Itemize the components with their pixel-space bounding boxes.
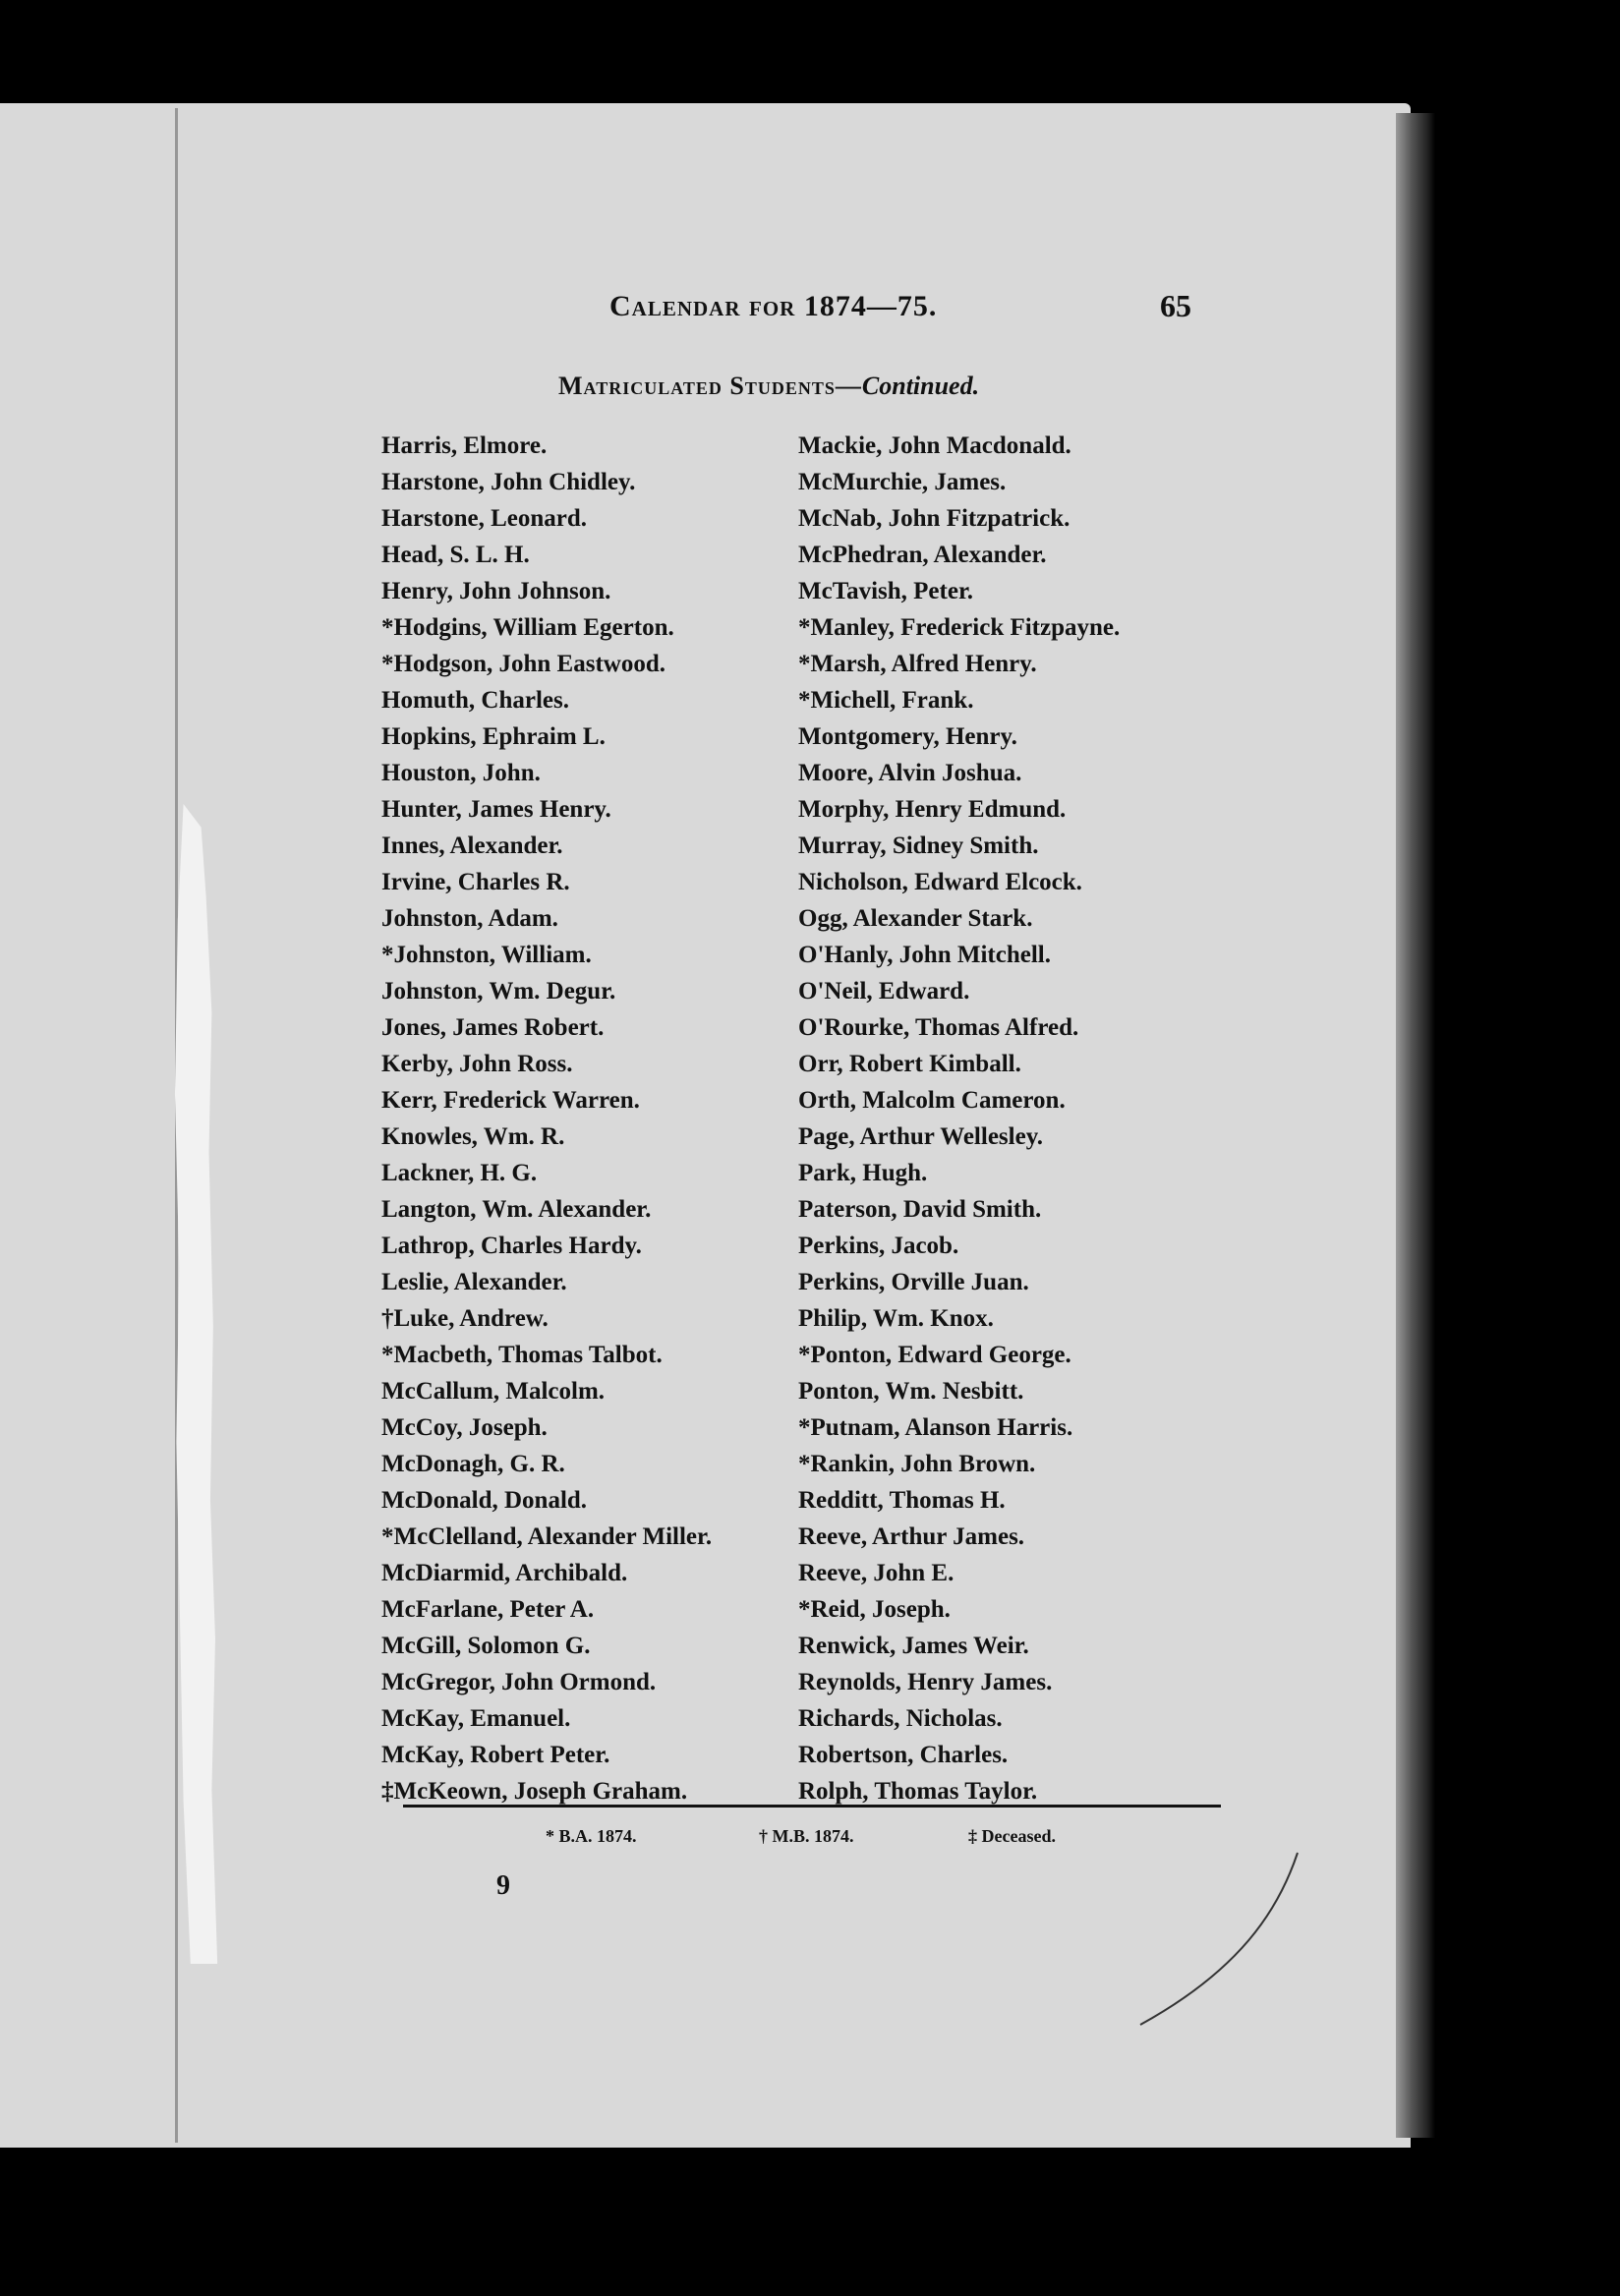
page-number: 65 <box>1160 288 1191 323</box>
student-name: *Reid, Joseph. <box>798 1596 951 1623</box>
student-name: Head, S. L. H. <box>381 542 530 568</box>
student-name: McDonagh, G. R. <box>381 1451 565 1477</box>
student-name: Redditt, Thomas H. <box>798 1487 1006 1514</box>
student-name: Nicholson, Edward Elcock. <box>798 869 1082 895</box>
student-name: Paterson, David Smith. <box>798 1196 1042 1223</box>
student-name: McGill, Solomon G. <box>381 1633 591 1659</box>
student-name: McCallum, Malcolm. <box>381 1378 606 1405</box>
student-name: *Hodgins, William Egerton. <box>381 614 674 641</box>
section-title-continued: Continued. <box>861 372 980 400</box>
student-name: Houston, John. <box>381 760 541 786</box>
student-name: Harstone, John Chidley. <box>381 469 636 495</box>
student-name: Rolph, Thomas Taylor. <box>798 1778 1038 1805</box>
student-name: Homuth, Charles. <box>381 687 569 714</box>
student-name: Kerby, John Ross. <box>381 1051 573 1077</box>
left-name-column <box>381 428 712 1809</box>
student-name: Leslie, Alexander. <box>381 1269 567 1295</box>
student-name: Morphy, Henry Edmund. <box>798 796 1067 823</box>
student-name: O'Hanly, John Mitchell. <box>798 942 1051 968</box>
student-name: *Macbeth, Thomas Talbot. <box>381 1342 663 1368</box>
student-name: *McClelland, Alexander Miller. <box>381 1523 713 1550</box>
student-name: Henry, John Johnson. <box>381 578 611 604</box>
student-name: *Manley, Frederick Fitzpayne. <box>798 614 1121 641</box>
signature-mark: 9 <box>496 1870 510 1901</box>
student-name: Page, Arthur Wellesley. <box>798 1123 1044 1150</box>
student-name: McKay, Emanuel. <box>381 1705 571 1732</box>
student-name: Mackie, John Macdonald. <box>798 432 1071 459</box>
student-name: McGregor, John Ormond. <box>381 1669 657 1695</box>
student-name: Lackner, H. G. <box>381 1160 538 1186</box>
student-name: *Marsh, Alfred Henry. <box>798 651 1037 677</box>
student-name: Langton, Wm. Alexander. <box>381 1196 652 1223</box>
student-name: Harstone, Leonard. <box>381 505 588 532</box>
right-name-column <box>798 428 1120 1809</box>
student-name: McDonald, Donald. <box>381 1487 588 1514</box>
student-name: Moore, Alvin Joshua. <box>798 760 1022 786</box>
student-name: Park, Hugh. <box>798 1160 928 1186</box>
student-name: McMurchie, James. <box>798 469 1007 495</box>
student-name: Innes, Alexander. <box>381 832 563 859</box>
student-name: O'Rourke, Thomas Alfred. <box>798 1014 1079 1041</box>
page-edge-shadow <box>1396 113 1435 2138</box>
student-name: Kerr, Frederick Warren. <box>381 1087 640 1114</box>
student-name: Ponton, Wm. Nesbitt. <box>798 1378 1024 1405</box>
student-name: *Johnston, William. <box>381 942 592 968</box>
student-name: Knowles, Wm. R. <box>381 1123 565 1150</box>
section-title-main: Matriculated Students— <box>558 372 862 400</box>
footnote-deceased: ‡ Deceased. <box>968 1826 1056 1846</box>
student-name: Reynolds, Henry James. <box>798 1669 1053 1695</box>
student-name: McTavish, Peter. <box>798 578 973 604</box>
student-name: †Luke, Andrew. <box>381 1305 549 1332</box>
student-name: Orth, Malcolm Cameron. <box>798 1087 1066 1114</box>
student-name: Irvine, Charles R. <box>381 869 570 895</box>
student-name: *Rankin, John Brown. <box>798 1451 1036 1477</box>
running-title: Calendar for 1874—75. <box>609 290 938 322</box>
footnote-ba: * B.A. 1874. <box>546 1826 637 1846</box>
student-name: Ogg, Alexander Stark. <box>798 905 1033 932</box>
student-name: McCoy, Joseph. <box>381 1414 548 1441</box>
student-name: McFarlane, Peter A. <box>381 1596 595 1623</box>
page-header <box>0 290 1620 329</box>
student-name: *Putnam, Alanson Harris. <box>798 1414 1073 1441</box>
student-name: Johnston, Wm. Degur. <box>381 978 616 1004</box>
section-title <box>558 372 979 401</box>
student-name: Reeve, Arthur James. <box>798 1523 1025 1550</box>
student-name: Lathrop, Charles Hardy. <box>381 1233 642 1259</box>
student-name: McPhedran, Alexander. <box>798 542 1047 568</box>
student-name: Renwick, James Weir. <box>798 1633 1029 1659</box>
student-name: Hunter, James Henry. <box>381 796 611 823</box>
student-name: Hopkins, Ephraim L. <box>381 723 606 750</box>
student-name: O'Neil, Edward. <box>798 978 970 1004</box>
pencil-stroke-mark <box>1130 1843 1307 2030</box>
student-name: *Michell, Frank. <box>798 687 974 714</box>
student-name: Perkins, Orville Juan. <box>798 1269 1029 1295</box>
student-name: Johnston, Adam. <box>381 905 558 932</box>
student-name: Philip, Wm. Knox. <box>798 1305 994 1332</box>
footnote-rule <box>403 1805 1221 1808</box>
student-name: Richards, Nicholas. <box>798 1705 1003 1732</box>
student-name: McDiarmid, Archibald. <box>381 1560 628 1586</box>
student-name: Jones, James Robert. <box>381 1014 605 1041</box>
student-name: Robertson, Charles. <box>798 1742 1009 1768</box>
student-name: Harris, Elmore. <box>381 432 548 459</box>
student-name: McNab, John Fitzpatrick. <box>798 505 1070 532</box>
student-name: *Ponton, Edward George. <box>798 1342 1071 1368</box>
footnote-mb: † M.B. 1874. <box>759 1826 854 1846</box>
student-name: ‡McKeown, Joseph Graham. <box>381 1778 688 1805</box>
student-name: Montgomery, Henry. <box>798 723 1017 750</box>
student-name: Perkins, Jacob. <box>798 1233 959 1259</box>
student-name: McKay, Robert Peter. <box>381 1742 610 1768</box>
student-name: Murray, Sidney Smith. <box>798 832 1039 859</box>
student-name: Reeve, John E. <box>798 1560 955 1586</box>
student-name: *Hodgson, John Eastwood. <box>381 651 665 677</box>
student-name: Orr, Robert Kimball. <box>798 1051 1021 1077</box>
